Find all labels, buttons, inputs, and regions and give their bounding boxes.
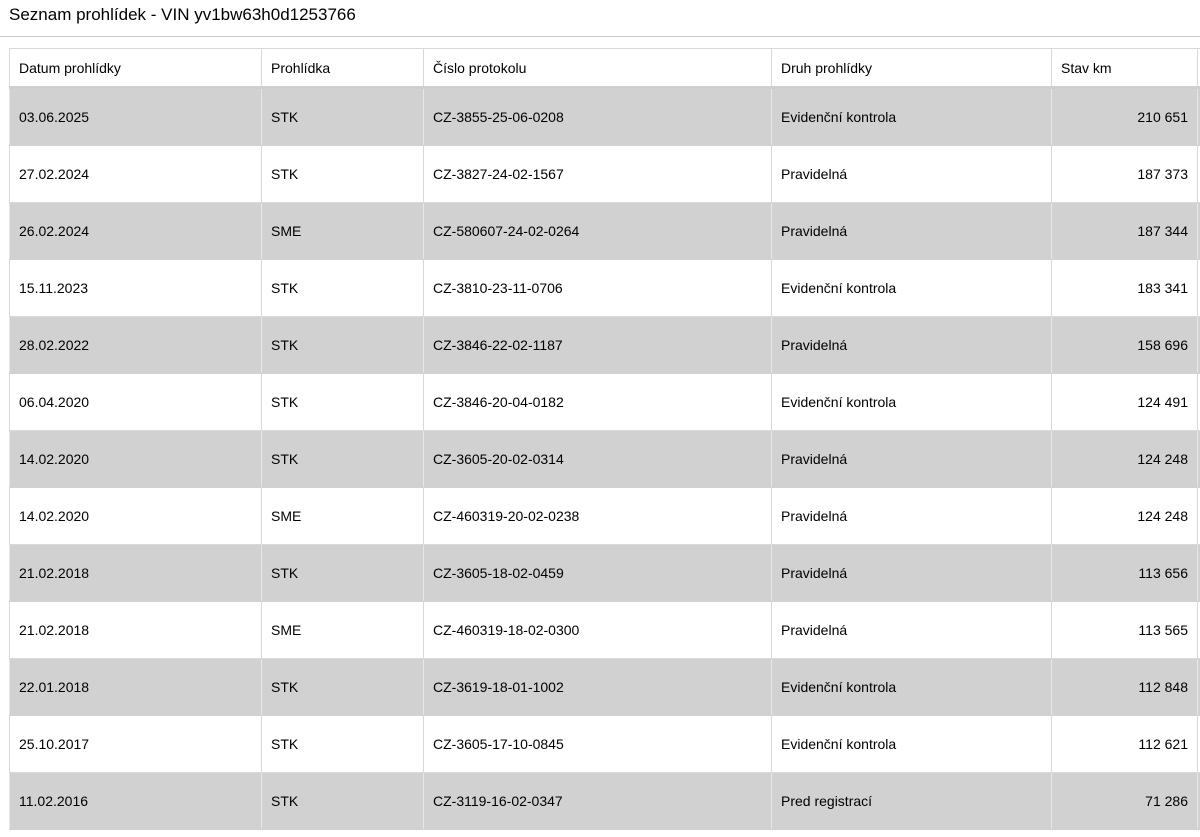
cell-date: 27.02.2024 [10,146,262,203]
cell-inspection: STK [262,374,424,431]
cell-date: 06.04.2020 [10,374,262,431]
cell-kind: Pravidelná [772,602,1052,659]
cell-date: 21.02.2018 [10,545,262,602]
cell-inspection: STK [262,773,424,830]
cell-km: 124 491 [1052,374,1198,431]
cell-protocol: CZ-3827-24-02-1567 [424,146,772,203]
cell-inspection: STK [262,317,424,374]
cell-date: 14.02.2020 [10,431,262,488]
cell-protocol: CZ-580607-24-02-0264 [424,203,772,260]
cell-km: 113 656 [1052,545,1198,602]
cell-km: 113 565 [1052,602,1198,659]
cell-kind: Pravidelná [772,545,1052,602]
table-row[interactable] [10,374,1200,431]
title-divider [0,36,1200,37]
cell-inspection: SME [262,203,424,260]
table-header-row [10,49,1200,88]
cell-kind: Pravidelná [772,488,1052,545]
cell-inspection: STK [262,431,424,488]
cell-protocol: CZ-3846-20-04-0182 [424,374,772,431]
column-header-protocol[interactable]: Číslo protokolu [424,49,772,88]
cell-protocol: CZ-3119-16-02-0347 [424,773,772,830]
cell-km: 124 248 [1052,431,1198,488]
cell-km: 124 248 [1052,488,1198,545]
column-header-kind[interactable]: Druh prohlídky [772,49,1052,88]
cell-protocol: CZ-3855-25-06-0208 [424,88,772,146]
cell-date: 03.06.2025 [10,88,262,146]
cell-date: 11.02.2016 [10,773,262,830]
cell-protocol: CZ-3846-22-02-1187 [424,317,772,374]
cell-km: 112 621 [1052,716,1198,773]
table-row[interactable] [10,146,1200,203]
cell-inspection: STK [262,260,424,317]
cell-protocol: CZ-460319-18-02-0300 [424,602,772,659]
cell-km: 210 651 [1052,88,1198,146]
cell-protocol: CZ-3619-18-01-1002 [424,659,772,716]
cell-kind: Pravidelná [772,317,1052,374]
cell-kind: Evidenční kontrola [772,260,1052,317]
table-row[interactable] [10,659,1200,716]
cell-kind: Evidenční kontrola [772,88,1052,146]
table-row[interactable] [10,88,1200,146]
cell-date: 14.02.2020 [10,488,262,545]
cell-protocol: CZ-460319-20-02-0238 [424,488,772,545]
table-row[interactable] [10,602,1200,659]
table-row[interactable] [10,317,1200,374]
cell-km: 187 344 [1052,203,1198,260]
cell-kind: Evidenční kontrola [772,374,1052,431]
cell-inspection: STK [262,659,424,716]
cell-inspection: STK [262,716,424,773]
column-header-inspection[interactable]: Prohlídka [262,49,424,88]
table-body [10,88,1200,830]
cell-km: 183 341 [1052,260,1198,317]
cell-kind: Pravidelná [772,146,1052,203]
column-header-date[interactable]: Datum prohlídky [10,49,262,88]
table-row[interactable] [10,716,1200,773]
inspection-table-container[interactable] [9,48,1200,837]
inspection-table [9,48,1200,830]
table-row[interactable] [10,545,1200,602]
cell-kind: Evidenční kontrola [772,659,1052,716]
cell-km: 187 373 [1052,146,1198,203]
cell-inspection: STK [262,146,424,203]
cell-km: 112 848 [1052,659,1198,716]
cell-date: 28.02.2022 [10,317,262,374]
cell-protocol: CZ-3605-17-10-0845 [424,716,772,773]
cell-kind: Evidenční kontrola [772,716,1052,773]
cell-inspection: SME [262,488,424,545]
cell-date: 22.01.2018 [10,659,262,716]
page-title: Seznam prohlídek - VIN yv1bw63h0d1253766 [9,5,356,24]
cell-protocol: CZ-3810-23-11-0706 [424,260,772,317]
cell-inspection: STK [262,545,424,602]
cell-date: 26.02.2024 [10,203,262,260]
cell-inspection: SME [262,602,424,659]
table-row[interactable] [10,203,1200,260]
cell-date: 25.10.2017 [10,716,262,773]
cell-km: 71 286 [1052,773,1198,830]
cell-inspection: STK [262,88,424,146]
cell-kind: Pravidelná [772,203,1052,260]
column-header-km[interactable]: Stav km [1052,49,1198,88]
cell-km: 158 696 [1052,317,1198,374]
table-row[interactable] [10,488,1200,545]
cell-kind: Pravidelná [772,431,1052,488]
table-row[interactable] [10,260,1200,317]
cell-kind: Pred registrací [772,773,1052,830]
cell-date: 21.02.2018 [10,602,262,659]
cell-protocol: CZ-3605-20-02-0314 [424,431,772,488]
table-row[interactable] [10,431,1200,488]
table-row[interactable] [10,773,1200,830]
cell-date: 15.11.2023 [10,260,262,317]
cell-protocol: CZ-3605-18-02-0459 [424,545,772,602]
